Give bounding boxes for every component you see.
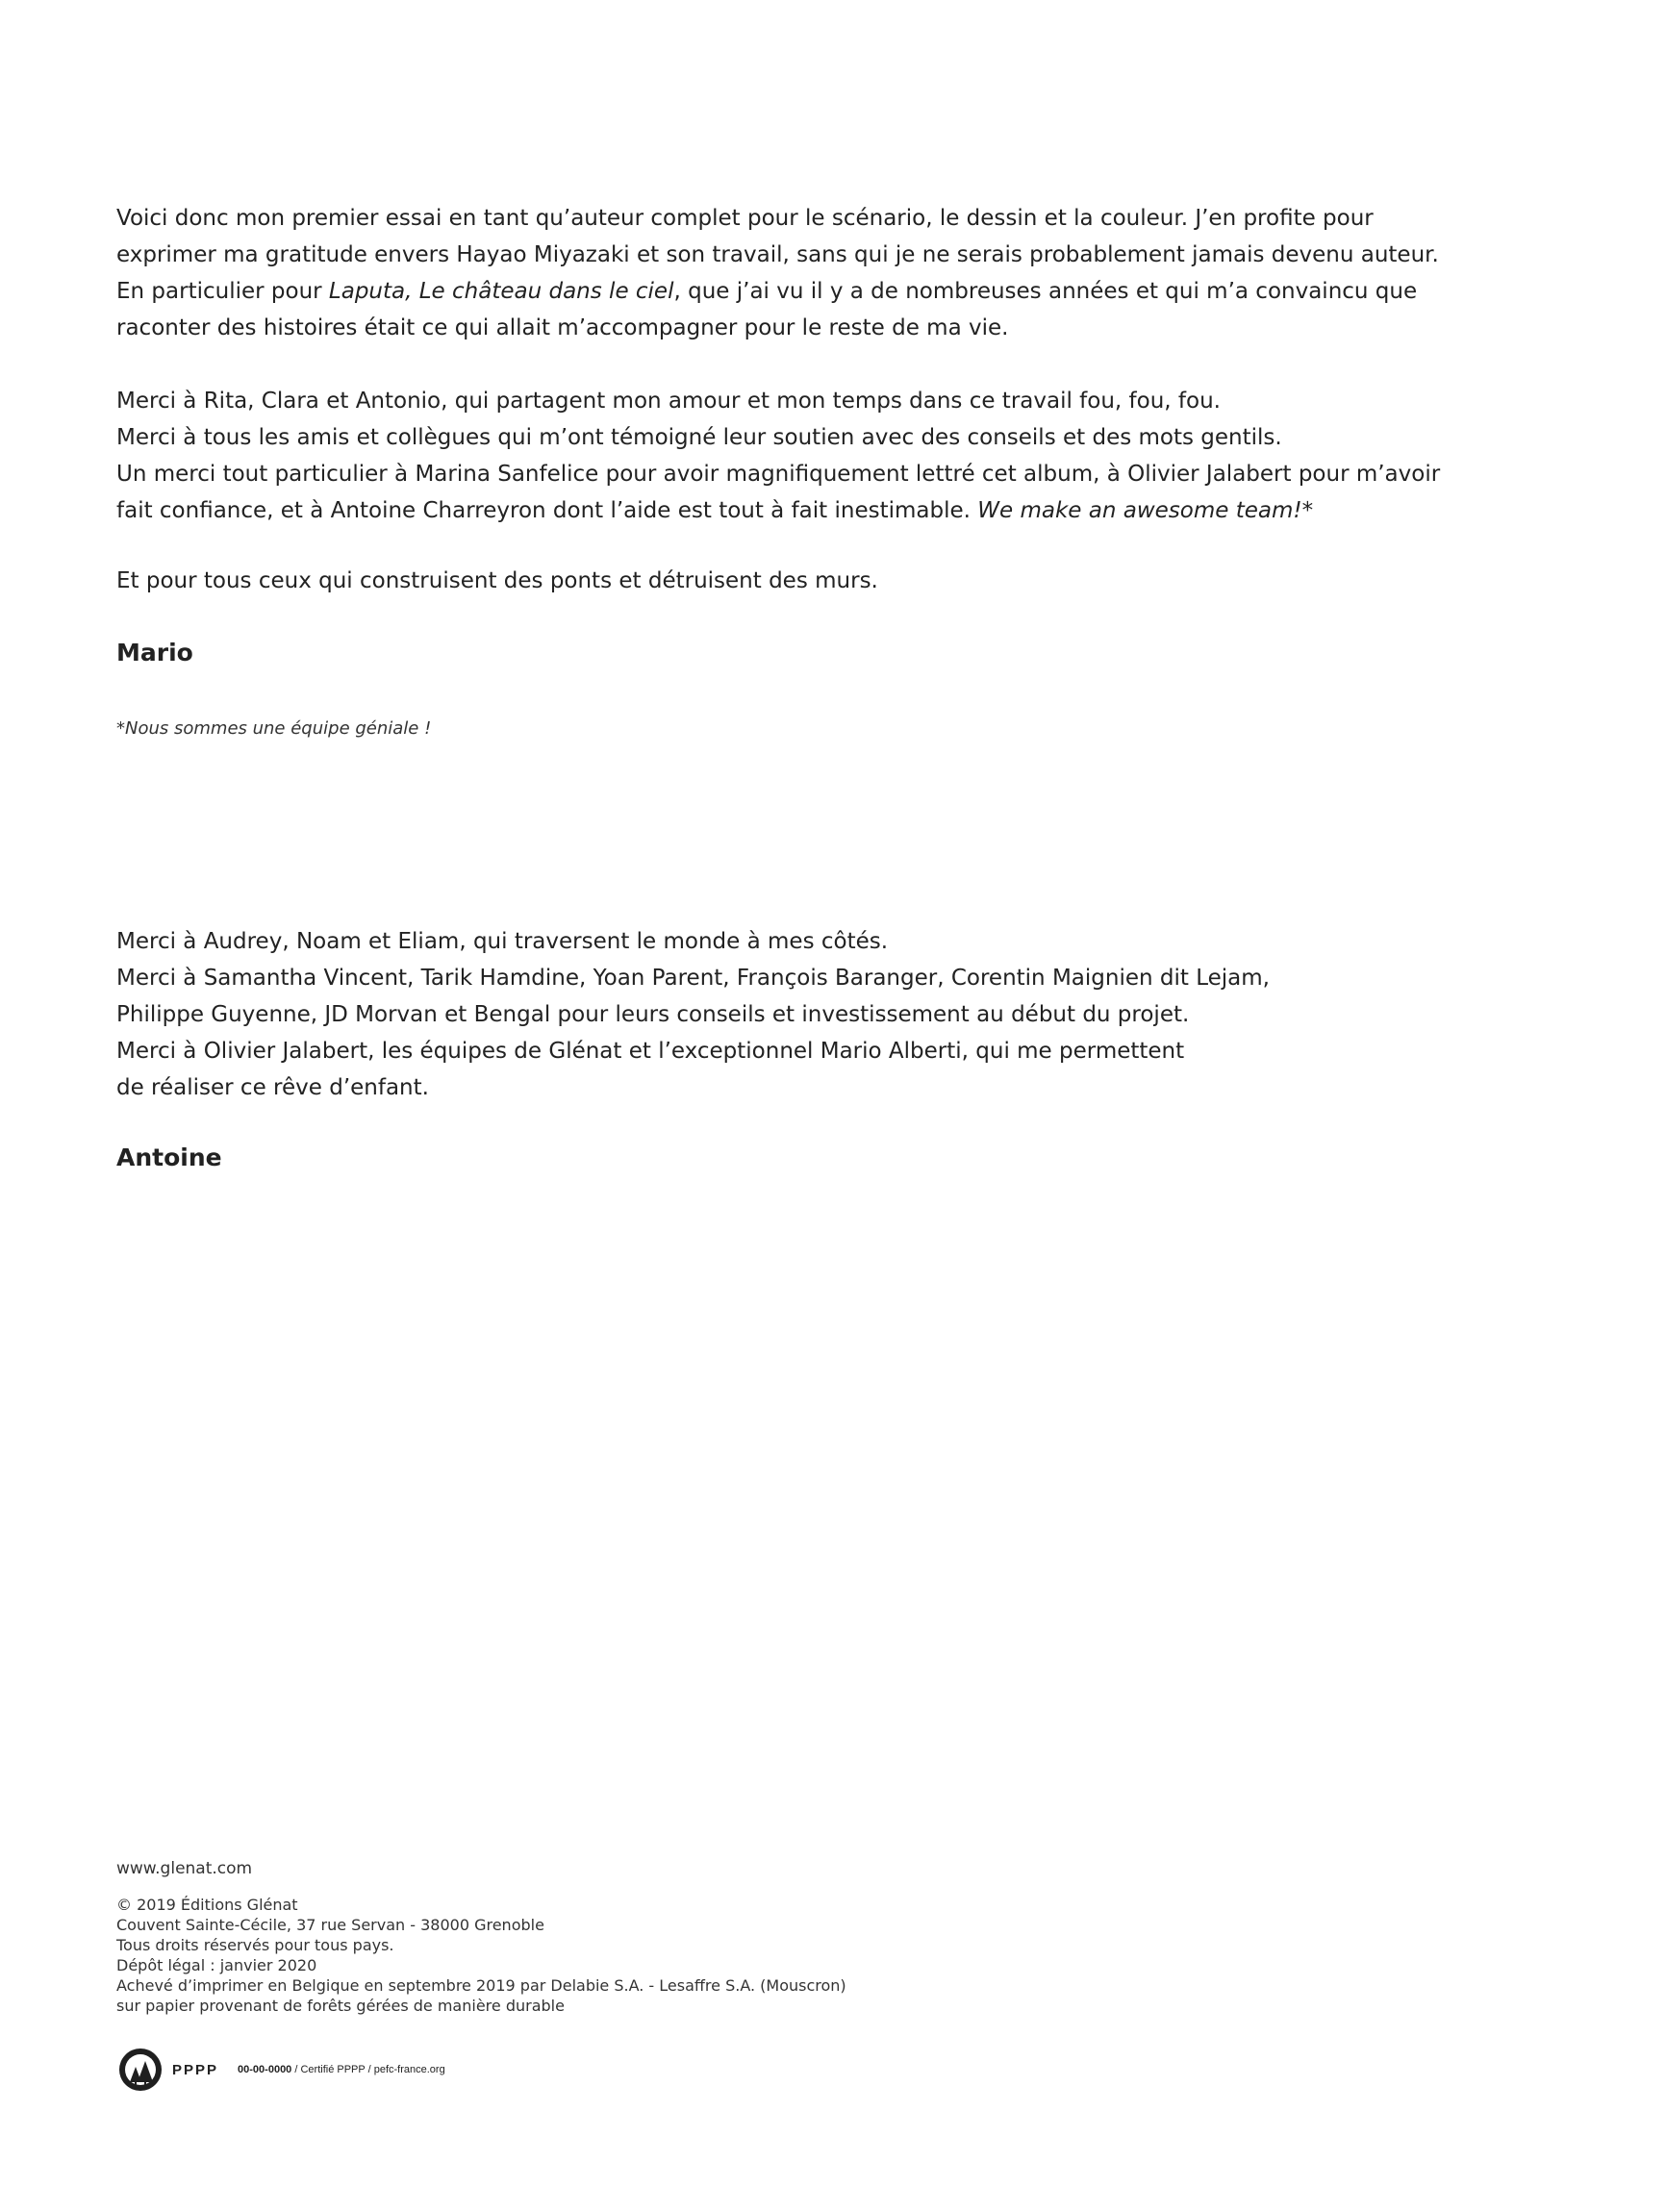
text-line: Merci à tous les amis et collègues qui m’ont témoigné leur soutien avec des conseils et des mots gentils. bbox=[116, 425, 1282, 450]
text-line: En particulier pour Laputa, Le château dans le ciel, que j’ai vu il y a de nombreuses années et qui m’a convaincu que bbox=[116, 279, 1418, 304]
legal-line: sur papier provenant de forêts gérées de manière durable bbox=[116, 1997, 565, 2015]
text-line: fait confiance, et à Antoine Charreyron dont l’aide est tout à fait inestimable. We make an awesome team!* bbox=[116, 498, 1314, 523]
film-title: Laputa, Le château dans le ciel bbox=[328, 279, 674, 304]
text-line: Voici donc mon premier essai en tant qu’auteur complet pour le scénario, le dessin et la couleur. J’en profite pour bbox=[116, 206, 1374, 231]
text-line: Et pour tous ceux qui construisent des ponts et détruisent des murs. bbox=[116, 568, 878, 593]
italic-quote: We make an awesome team! bbox=[977, 498, 1302, 523]
signature-text: Mario bbox=[116, 639, 193, 666]
text-line: raconter des histoires était ce qui allait m’accompagner pour le reste de ma vie. bbox=[116, 315, 1009, 340]
text-line: Philippe Guyenne, JD Morvan et Bengal pour leurs conseils et investissement au début du projet. bbox=[116, 1002, 1190, 1027]
colophon bbox=[116, 1895, 846, 2016]
antoine-thanks bbox=[116, 923, 1270, 1106]
mario-thanks-paragraph-2 bbox=[116, 383, 1440, 529]
certification-brand: PPPP bbox=[172, 2061, 219, 2078]
legal-line: Achevé d’imprimer en Belgique en septembre 2019 par Delabie S.A. - Lesaffre S.A. (Mouscron) bbox=[116, 1976, 846, 1995]
signature-text: Antoine bbox=[116, 1144, 222, 1171]
footnote-text: *Nous sommes une équipe géniale ! bbox=[116, 718, 432, 739]
text-line: de réaliser ce rêve d’enfant. bbox=[116, 1075, 429, 1100]
publisher-website bbox=[116, 1857, 252, 1880]
text-line: Merci à Olivier Jalabert, les équipes de Glénat et l’exceptionnel Mario Alberti, qui me permettent bbox=[116, 1039, 1185, 1064]
legal-line: © 2019 Éditions Glénat bbox=[116, 1896, 298, 1914]
signature-mario bbox=[116, 635, 193, 671]
mario-thanks-paragraph-1 bbox=[116, 200, 1439, 346]
text-line: Merci à Rita, Clara et Antonio, qui partagent mon amour et mon temps dans ce travail fou, fou, fou. bbox=[116, 389, 1221, 414]
tree-logo-icon bbox=[116, 2046, 164, 2094]
signature-antoine bbox=[116, 1140, 222, 1176]
certification-details: 00-00-0000 / Certifié PPPP / pefc-france.org bbox=[238, 2064, 445, 2075]
text-line: Un merci tout particulier à Marina Sanfelice pour avoir magnifiquement lettré cet album, à Olivier Jalabert pour m’avoir bbox=[116, 462, 1441, 487]
legal-line: Couvent Sainte-Cécile, 37 rue Servan - 38000 Grenoble bbox=[116, 1916, 544, 1934]
text-line: Merci à Samantha Vincent, Tarik Hamdine, Yoan Parent, François Baranger, Corentin Maignien dit Lejam, bbox=[116, 966, 1270, 991]
text-line: Merci à Audrey, Noam et Eliam, qui traversent le monde à mes côtés. bbox=[116, 929, 889, 954]
legal-line: Tous droits réservés pour tous pays. bbox=[116, 1936, 394, 1954]
certification-mark bbox=[116, 2046, 445, 2094]
website-text: www.glenat.com bbox=[116, 1859, 253, 1878]
footnote bbox=[116, 715, 431, 743]
mario-thanks-paragraph-3 bbox=[116, 563, 878, 599]
legal-line: Dépôt légal : janvier 2020 bbox=[116, 1956, 317, 1974]
text-line: exprimer ma gratitude envers Hayao Miyazaki et son travail, sans qui je ne serais probablement jamais devenu auteur. bbox=[116, 242, 1439, 267]
